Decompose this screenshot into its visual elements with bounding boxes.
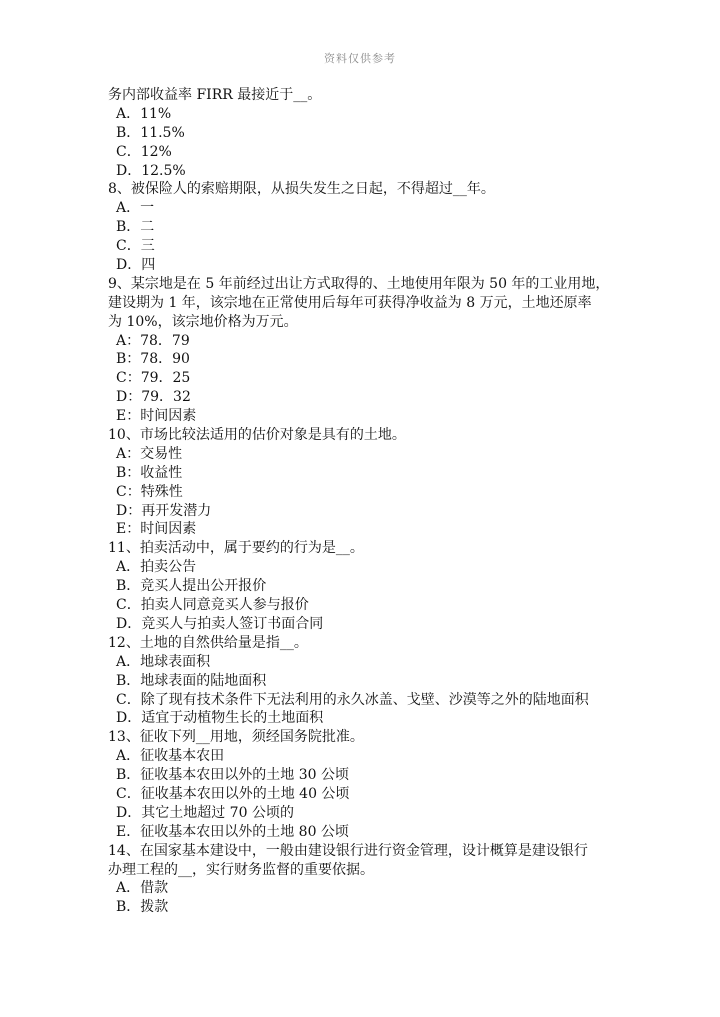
answer-option: D．竞买人与拍卖人签订书面合同 xyxy=(116,615,324,632)
answer-option: B：收益性 xyxy=(116,464,183,481)
question-text: 9、某宗地是在 5 年前经过出让方式取得的、土地使用年限为 50 年的工业用地， xyxy=(108,275,610,292)
question-text: 11、拍卖活动中，属于要约的行为是__。 xyxy=(108,540,364,557)
question-text: 12、土地的自然供给量是指__。 xyxy=(108,634,308,651)
answer-option: B．竞买人提出公开报价 xyxy=(116,578,267,595)
answer-option: E：时间因素 xyxy=(116,408,197,425)
answer-option: D．四 xyxy=(116,257,156,274)
answer-option: A：78．79 xyxy=(116,332,190,349)
answer-option: C．12% xyxy=(116,143,172,160)
answer-option: A．11% xyxy=(116,105,172,122)
answer-option: C．除了现有技术条件下无法利用的永久冰盖、戈壁、沙漠等之外的陆地面积 xyxy=(116,691,589,708)
answer-option: B：78．90 xyxy=(116,351,190,368)
page-header: 资料仅供参考 xyxy=(324,52,396,65)
answer-option: A．征收基本农田 xyxy=(116,748,225,765)
question-text: 13、征收下列__用地，须经国务院批准。 xyxy=(108,729,364,746)
answer-option: A：交易性 xyxy=(116,445,183,462)
answer-option: A．一 xyxy=(116,200,155,217)
answer-option: D．其它土地超过 70 公顷的 xyxy=(116,804,294,821)
answer-option: D．12.5% xyxy=(116,162,186,179)
answer-option: C．拍卖人同意竞买人参与报价 xyxy=(116,597,309,614)
question-text: 8、被保险人的索赔期限，从损失发生之日起，不得超过__年。 xyxy=(108,181,495,198)
answer-option: B．征收基本农田以外的土地 30 公顷 xyxy=(116,767,350,784)
question-text: 为 10%，该宗地价格为万元。 xyxy=(108,313,298,330)
question-text: 10、市场比较法适用的估价对象是具有的土地。 xyxy=(108,427,406,444)
answer-option: D．适宜于动植物生长的土地面积 xyxy=(116,710,324,727)
question-text: 14、在国家基本建设中，一般由建设银行进行资金管理，设计概算是建设银行 xyxy=(108,842,588,859)
answer-option: C．三 xyxy=(116,238,155,255)
answer-option: B．二 xyxy=(116,219,155,236)
answer-option: C．征收基本农田以外的土地 40 公顷 xyxy=(116,785,350,802)
answer-option: E．征收基本农田以外的土地 80 公顷 xyxy=(116,823,349,840)
answer-option: C：79．25 xyxy=(116,370,191,387)
answer-option: B．拨款 xyxy=(116,899,169,916)
document-body xyxy=(108,86,628,917)
question-text: 务内部收益率 FIRR 最接近于__。 xyxy=(108,87,322,103)
answer-option: D：79．32 xyxy=(116,389,191,406)
question-text: 建设期为 1 年，该宗地在正常使用后每年可获得净收益为 8 万元，土地还原率 xyxy=(108,294,592,311)
question-text: 办理工程的__，实行财务监督的重要依据。 xyxy=(108,861,374,878)
answer-option: B．11.5% xyxy=(116,124,185,141)
answer-option: E：时间因素 xyxy=(116,521,197,538)
answer-option: A．地球表面积 xyxy=(116,653,211,670)
answer-option: D：再开发潜力 xyxy=(116,502,212,519)
answer-option: C：特殊性 xyxy=(116,483,183,500)
answer-option: A．借款 xyxy=(116,880,169,897)
answer-option: A．拍卖公告 xyxy=(116,559,197,576)
answer-option: B．地球表面的陆地面积 xyxy=(116,672,267,689)
